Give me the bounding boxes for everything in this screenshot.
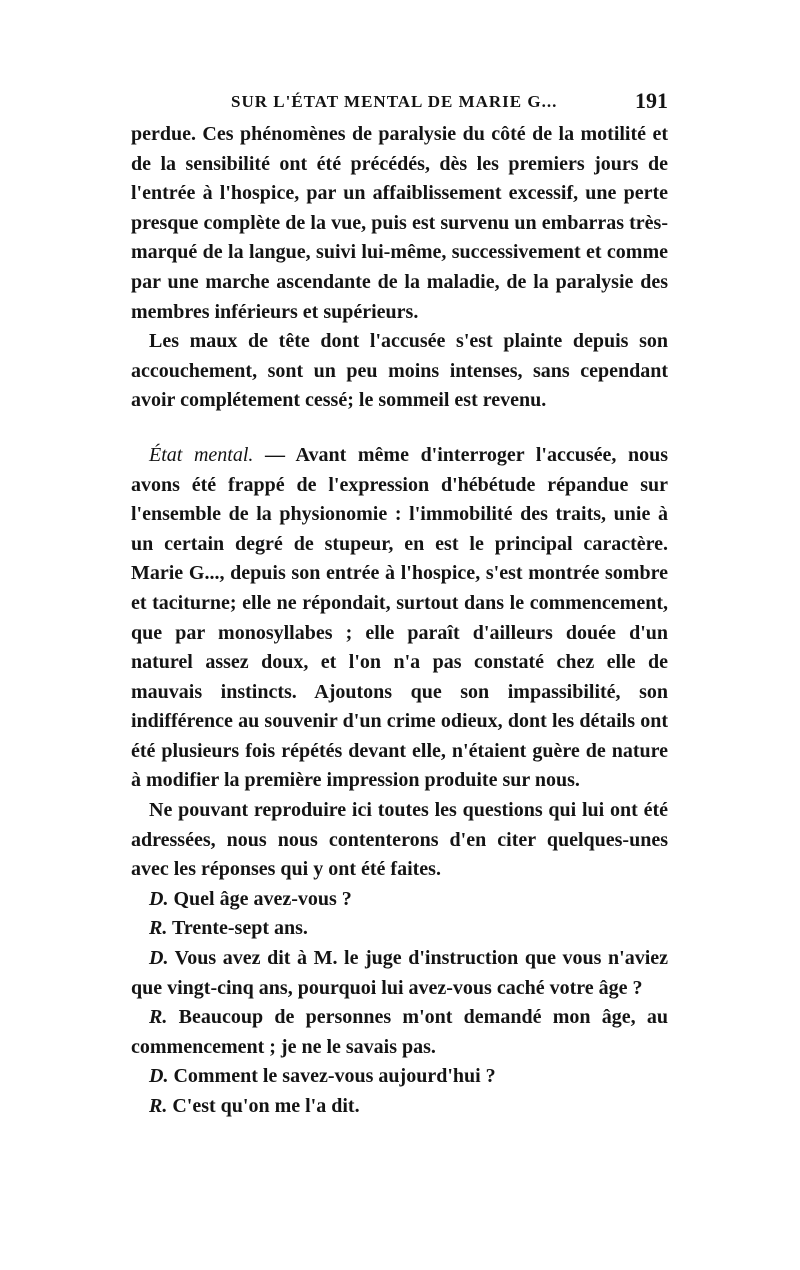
- paragraph-headaches: Les maux de tête dont l'accusée s'est plainte depuis son accouchement, sont un peu moins intenses, sans cependant avoir complétement cessé; le sommeil est revenu.: [131, 330, 668, 412]
- speaker-label: R.: [149, 1006, 168, 1029]
- dialogue-text: Quel âge avez-vous ?: [173, 887, 352, 910]
- section-gap: [131, 416, 668, 441]
- dialogue-line: [131, 914, 668, 944]
- speaker-label: D.: [149, 1065, 169, 1088]
- dialogue-text: Comment le savez-vous aujourd'hui ?: [173, 1065, 496, 1088]
- dialogue-line: [131, 1062, 668, 1092]
- dialogue-text: Vous avez dit à M. le juge d'instruction que vous n'aviez que vingt-cinq ans, pourquoi lui avez-vous caché votre âge ?: [131, 947, 668, 999]
- mental-state-text: — Avant même d'interroger l'accusée, nous avons été frappé de l'expression d'hébétude répandue sur l'ensemble de la physionomie : l'immobilité des traits, unie à un certain degré de stupeur, en est le principal caractère. Marie G..., depuis son entrée à l'hospice, s'est montrée sombre et taciturne; elle ne répondait, surtout dans le commencement, que par monosyllabes ; elle paraît d'ailleurs douée d'un naturel assez doux, et l'on n'a pas constaté chez elle de mauvais instincts. Ajoutons que son impassibilité, son indifférence au souvenir d'un crime odieux, dont les détails ont été plusieurs fois répétés devant elle, n'étaient guère de nature à modifier la première impression produite sur nous.: [131, 443, 669, 792]
- paragraph-paralysis: perdue. Ces phénomènes de paralysie du côté de la motilité et de la sensibilité ont été précédés, dès les premiers jours de l'entrée à l'hospice, par un affaiblissement excessif, une perte presque complète de la vue, puis est survenu un embarras très-marqué de la langue, suivi lui-même, successivement et comme par une marche ascendante de la maladie, de la paralysie des membres inférieurs et supérieurs.: [131, 123, 668, 323]
- dialogue-line: [131, 1092, 668, 1122]
- speaker-label: D.: [149, 947, 169, 970]
- dialogue-line: [131, 944, 668, 1003]
- section-heading: État mental.: [149, 443, 254, 466]
- speaker-label: R.: [149, 1095, 168, 1117]
- speaker-label: R.: [149, 917, 168, 940]
- paragraph-questions-intro: Ne pouvant reproduire ici toutes les questions qui lui ont été adressées, nous nous contenterons d'en citer quelques-unes avec les réponses qui y ont été faites.: [131, 799, 668, 881]
- paragraph-mental-state: [131, 441, 668, 796]
- dialogue-text: C'est qu'on me l'a dit.: [172, 1095, 360, 1117]
- dialogue-line: [131, 885, 668, 915]
- running-title: SUR L'ÉTAT MENTAL DE MARIE G...: [231, 92, 558, 111]
- book-page: [131, 88, 668, 1122]
- page-number: 191: [635, 88, 668, 113]
- dialogue-line: [131, 1003, 668, 1062]
- dialogue-text: Beaucoup de personnes m'ont demandé mon âge, au commencement ; je ne le savais pas.: [131, 1006, 668, 1058]
- speaker-label: D.: [149, 887, 169, 910]
- body-text: [131, 120, 668, 1122]
- dialogue-text: Trente-sept ans.: [171, 917, 308, 940]
- running-head: [131, 88, 668, 120]
